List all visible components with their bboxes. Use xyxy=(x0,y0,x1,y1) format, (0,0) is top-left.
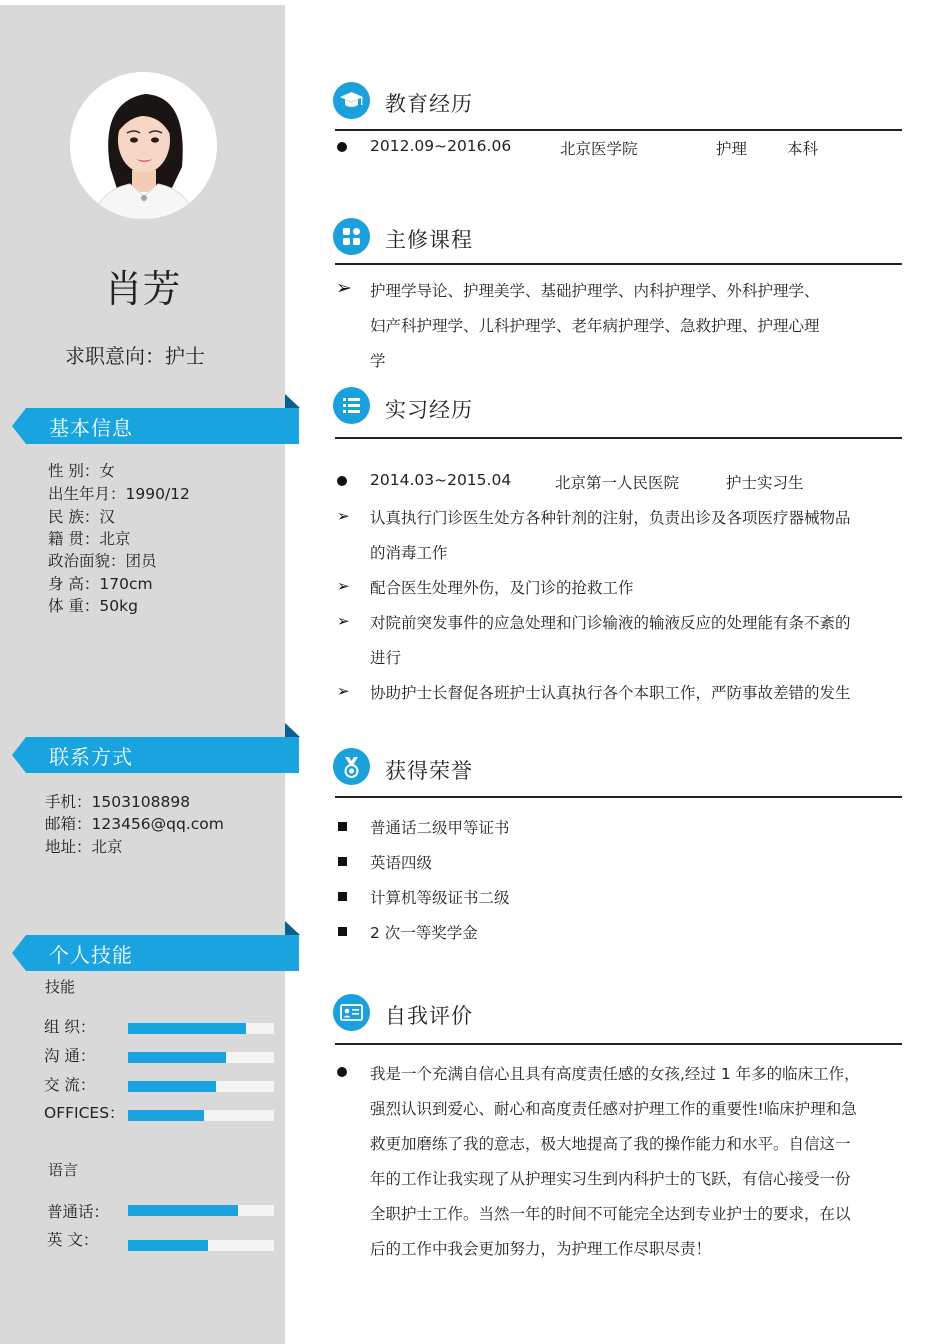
self-eval-line: 全职护士工作。当然一年的时间不可能完全达到专业护士的要求，在以 xyxy=(370,1205,851,1223)
self-eval-line: 我是一个充满自信心且具有高度责任感的女孩,经过 1 年多的临床工作， xyxy=(370,1065,860,1083)
honors-rule xyxy=(335,796,902,798)
internship-hospital: 北京第一人民医院 xyxy=(555,474,680,492)
arrow-bullet-icon: ➢ xyxy=(337,507,350,525)
skill-fill xyxy=(128,1081,216,1092)
skill-bar-organize xyxy=(128,1023,274,1034)
graduation-cap-icon xyxy=(333,82,370,119)
skill-label-communicate: 沟 通： xyxy=(44,1047,96,1065)
language-label-english: 英 文： xyxy=(47,1231,99,1249)
arrow-bullet-icon: ➢ xyxy=(337,577,350,595)
info-height: 身 高：170cm xyxy=(48,575,153,593)
education-major: 护理 xyxy=(716,140,748,158)
contact-title: 联系方式 xyxy=(49,745,133,769)
basic-info-ribbon xyxy=(12,408,299,444)
self-eval-rule xyxy=(335,1043,902,1045)
duty-3-line-2: 进行 xyxy=(370,649,402,667)
education-school: 北京医学院 xyxy=(560,140,638,158)
job-intent: 求职意向：护士 xyxy=(65,344,205,368)
language-fill xyxy=(128,1240,208,1251)
courses-title: 主修课程 xyxy=(385,228,473,252)
self-eval-line: 年的工作让我实现了从护理实习生到内科护士的飞跃，有信心接受一份 xyxy=(370,1170,851,1188)
language-label-mandarin: 普通话： xyxy=(47,1203,110,1221)
ribbon-fold xyxy=(285,921,300,935)
grid-icon xyxy=(333,218,370,255)
courses-line-2: 妇产科护理学、儿科护理学、老年病护理学、急救护理、护理心理 xyxy=(370,317,820,335)
education-period: 2012.09~2016.06 xyxy=(370,137,512,155)
info-weight: 体 重：50kg xyxy=(48,597,138,615)
arrow-bullet-icon: ➢ xyxy=(337,682,350,700)
ribbon-fold xyxy=(285,394,300,408)
self-eval-line: 后的工作中我会更加努力，为护理工作尽职尽责！ xyxy=(370,1240,712,1258)
skill-fill xyxy=(128,1110,204,1121)
honor-bullet xyxy=(338,927,347,936)
duty-2-line-1: 配合医生处理外伤，及门诊的抢救工作 xyxy=(370,579,634,597)
internship-role: 护士实习生 xyxy=(726,474,804,492)
candidate-name: 肖芳 xyxy=(104,267,181,311)
contact-ribbon xyxy=(12,737,299,773)
internship-rule xyxy=(335,437,902,439)
avatar xyxy=(70,72,217,219)
language-bar-mandarin xyxy=(128,1205,274,1216)
duty-4-line-1: 协助护士长督促各班护士认真执行各个本职工作，严防事故差错的发生 xyxy=(370,684,851,702)
honors-title: 获得荣誉 xyxy=(385,759,473,783)
honor-item: 普通话二级甲等证书 xyxy=(370,819,510,837)
language-fill xyxy=(128,1205,238,1216)
info-gender: 性 别：女 xyxy=(48,462,115,480)
info-ethnicity: 民 族：汉 xyxy=(48,508,115,526)
skill-fill xyxy=(128,1052,226,1063)
skills-ribbon xyxy=(12,935,299,971)
contact-address: 地址：北京 xyxy=(45,838,123,856)
info-politics: 政治面貌：团员 xyxy=(48,552,157,570)
skills-subtitle: 技能 xyxy=(45,978,76,996)
honor-bullet xyxy=(338,892,347,901)
honor-bullet xyxy=(338,822,347,831)
language-subtitle: 语言 xyxy=(48,1161,79,1179)
contact-phone: 手机：1503108898 xyxy=(45,793,191,811)
language-bar-english xyxy=(128,1240,274,1251)
honor-item: 计算机等级证书二级 xyxy=(370,889,510,907)
internship-title: 实习经历 xyxy=(385,398,473,422)
medal-icon xyxy=(333,748,370,785)
internship-bullet xyxy=(337,476,347,486)
arrow-bullet-icon: ➢ xyxy=(337,612,350,630)
duty-1-line-2: 的消毒工作 xyxy=(370,544,448,562)
duty-1-line-1: 认真执行门诊医生处方各种针剂的注射，负责出诊及各项医疗器械物品 xyxy=(370,509,851,527)
basic-info-title: 基本信息 xyxy=(49,416,133,440)
honor-item: 2 次一等奖学金 xyxy=(370,924,478,942)
self-eval-title: 自我评价 xyxy=(385,1004,473,1028)
courses-line-3: 学 xyxy=(370,352,386,370)
info-hometown: 籍 贯：北京 xyxy=(48,530,131,548)
skill-label-offices: OFFICES： xyxy=(44,1104,125,1122)
skill-bar-communicate xyxy=(128,1052,274,1063)
skill-fill xyxy=(128,1023,246,1034)
courses-line-1: 护理学导论、护理美学、基础护理学、内科护理学、外科护理学、 xyxy=(370,282,820,300)
avatar-portrait xyxy=(70,72,217,219)
courses-rule xyxy=(335,263,902,265)
education-degree: 本科 xyxy=(787,140,819,158)
contact-email: 邮箱：123456@qq.com xyxy=(45,815,224,833)
self-eval-bullet xyxy=(337,1067,347,1077)
honor-bullet xyxy=(338,857,347,866)
id-card-icon xyxy=(333,994,370,1031)
self-eval-line: 强烈认识到爱心、耐心和高度责任感对护理工作的重要性!临床护理和急 xyxy=(370,1100,857,1118)
self-eval-line: 救更加磨练了我的意志，极大地提高了我的操作能力和水平。自信这一 xyxy=(370,1135,851,1153)
arrow-bullet-icon: ➢ xyxy=(336,277,352,299)
ribbon-fold xyxy=(285,723,300,737)
education-title: 教育经历 xyxy=(385,92,473,116)
honor-item: 英语四级 xyxy=(370,854,433,872)
skill-bar-offices xyxy=(128,1110,274,1121)
list-icon xyxy=(333,387,370,424)
education-rule xyxy=(335,129,902,131)
education-bullet xyxy=(337,142,347,152)
skill-label-organize: 组 织： xyxy=(44,1018,96,1036)
skill-label-exchange: 交 流： xyxy=(44,1076,96,1094)
duty-3-line-1: 对院前突发事件的应急处理和门诊输液的输液反应的处理能有条不紊的 xyxy=(370,614,851,632)
skills-title: 个人技能 xyxy=(49,943,133,967)
skill-bar-exchange xyxy=(128,1081,274,1092)
internship-period: 2014.03~2015.04 xyxy=(370,471,512,489)
info-birth: 出生年月：1990/12 xyxy=(48,485,190,503)
